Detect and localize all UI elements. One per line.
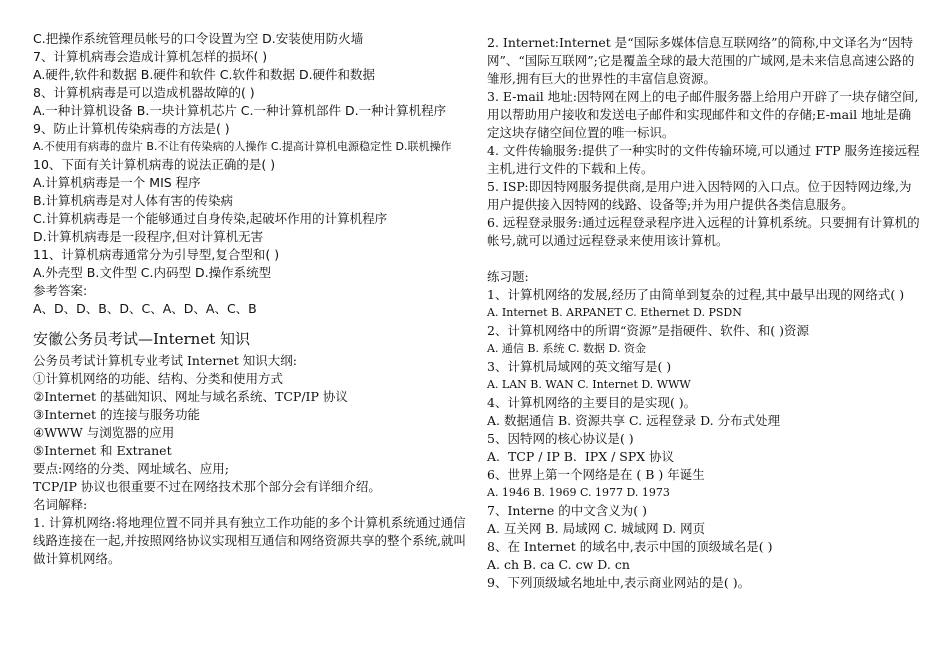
practice-1: 1、计算机网络的发展,经历了由简单到复杂的过程,其中最早出现的网络式( ) [487, 287, 905, 302]
practice-2: 2、计算机网络中的所谓“资源”是指硬件、软件、和( )资源 [487, 323, 809, 338]
practice-6: 6、世界上第一个网络是在 ( B ) 年诞生 [487, 467, 705, 482]
practice-6-options: A. 1946 B. 1969 C. 1977 D. 1973 [487, 486, 670, 499]
right-column [487, 34, 923, 592]
key-points: 要点:网络的分类、网址域名、应用; [33, 461, 229, 476]
question-8-options: A.一种计算机设备 B.一块计算机芯片 C.一种计算机部件 D.一种计算机程序 [33, 103, 447, 118]
practice-5-options: A. TCP / IP B. IPX / SPX 协议 [487, 449, 675, 464]
term-2: 2. Internet:Internet 是“国际多媒体信息互联网络”的简称,中文译名为“因特网”、“国际互联网”;它是覆盖全球的最大范围的广域网,是未来信息高速公路的雏形,拥有巨大的世界性的丰富信息资源。 [487, 35, 915, 86]
practice-label: 练习题: [487, 269, 529, 284]
syllabus-intro: 公务员考试计算机专业考试 Internet 知识大纲: [33, 353, 298, 368]
question-10-option-a: A.计算机病毒是一个 MIS 程序 [33, 175, 201, 190]
term-6: 6. 远程登录服务:通过远程登录程序进入远程的计算机系统。只要拥有计算机的帐号,就可以通过远程登录来使用该计算机。 [487, 215, 920, 248]
question-10-option-b: B.计算机病毒是对人体有害的传染病 [33, 193, 234, 208]
question-8: 8、计算机病毒是可以造成机器故障的( ) [33, 85, 255, 100]
tcpip-note: TCP/IP 协议也很重要不过在网络技术那个部分会有详细介绍。 [33, 479, 381, 494]
practice-2-options: A. 通信 B. 系统 C. 数据 D. 资金 [487, 342, 646, 355]
syllabus-item: ②Internet 的基础知识、网址与域名系统、TCP/IP 协议 [33, 389, 348, 404]
term-3: 3. E-mail 地址:因特网在网上的电子邮件服务器上给用户开辟了一块存储空间,用以帮助用户接收和发送电子邮件和实现邮件和文件的存储;E-mail 地址是确定这块存储空间位置的唯一标识。 [487, 89, 919, 140]
practice-1-options: A. Internet B. ARPANET C. Ethernet D. PSDN [487, 306, 742, 319]
practice-8: 8、在 Internet 的域名中,表示中国的顶级域名是( ) [487, 539, 773, 554]
question-7: 7、计算机病毒会造成计算机怎样的损坏( ) [33, 49, 268, 64]
terms-label: 名词解释: [33, 497, 88, 512]
practice-5: 5、因特网的核心协议是( ) [487, 431, 634, 446]
practice-3-options: A. LAN B. WAN C. Internet D. WWW [487, 378, 691, 391]
question-9: 9、防止计算机传染病毒的方法是( ) [33, 121, 230, 136]
question-9-options: A.不使用有病毒的盘片 B.不让有传染病的人操作 C.提高计算机电源稳定性 D.联机操作 [33, 140, 452, 153]
question-11: 11、计算机病毒通常分为引导型,复合型和( ) [33, 247, 280, 262]
spacer [487, 250, 923, 268]
term-1: 1. 计算机网络:将地理位置不同并具有独立工作功能的多个计算机系统通过通信线路连接在一起,并按照网络协议实现相互通信和网络资源共享的整个系统,就叫做计算机网络。 [33, 515, 466, 566]
question-11-options: A.外壳型 B.文件型 C.内码型 D.操作系统型 [33, 265, 272, 280]
left-column [33, 30, 473, 568]
question-7-options: A.硬件,软件和数据 B.硬件和软件 C.软件和数据 D.硬件和数据 [33, 67, 376, 82]
term-5: 5. ISP:即因特网服务提供商,是用户进入因特网的入口点。位于因特网边缘,为用户提供接入因特网的线路、设备等;并为用户提供各类信息服务。 [487, 179, 912, 212]
syllabus-item: ①计算机网络的功能、结构、分类和使用方式 [33, 371, 284, 386]
practice-7-options: A. 互关网 B. 局域网 C. 城域网 D. 网页 [487, 521, 706, 536]
practice-4-options: A. 数据通信 B. 资源共享 C. 远程登录 D. 分布式处理 [487, 413, 781, 428]
term-4: 4. 文件传输服务:提供了一种实时的文件传输环境,可以通过 FTP 服务连接远程主机,进行文件的下载和上传。 [487, 143, 920, 176]
question-10: 10、下面有关计算机病毒的说法正确的是( ) [33, 157, 276, 172]
practice-4: 4、计算机网络的主要目的是实现( )。 [487, 395, 697, 410]
practice-7: 7、Interne 的中文含义为( ) [487, 503, 647, 518]
question-10-option-c: C.计算机病毒是一个能够通过自身传染,起破坏作用的计算机程序 [33, 211, 388, 226]
practice-8-options: A. ch B. ca C. cw D. cn [487, 557, 630, 572]
syllabus-item: ④WWW 与浏览器的应用 [33, 425, 175, 440]
syllabus-item: ⑤Internet 和 Extranet [33, 443, 172, 458]
practice-9: 9、下列顶级域名地址中,表示商业网站的是( )。 [487, 575, 751, 590]
syllabus-item: ③Internet 的连接与服务功能 [33, 407, 201, 422]
answer-label: 参考答案: [33, 283, 88, 298]
section-title: 安徽公务员考试—Internet 知识 [33, 330, 250, 348]
practice-3: 3、计算机局域网的英文缩写是( ) [487, 359, 672, 374]
q6-options-tail: C.把操作系统管理员帐号的口令设置为空 D.安装使用防火墙 [33, 31, 364, 46]
answer-list: A、D、D、B、D、C、A、D、A、C、B [33, 301, 257, 316]
question-10-option-d: D.计算机病毒是一段程序,但对计算机无害 [33, 229, 264, 244]
